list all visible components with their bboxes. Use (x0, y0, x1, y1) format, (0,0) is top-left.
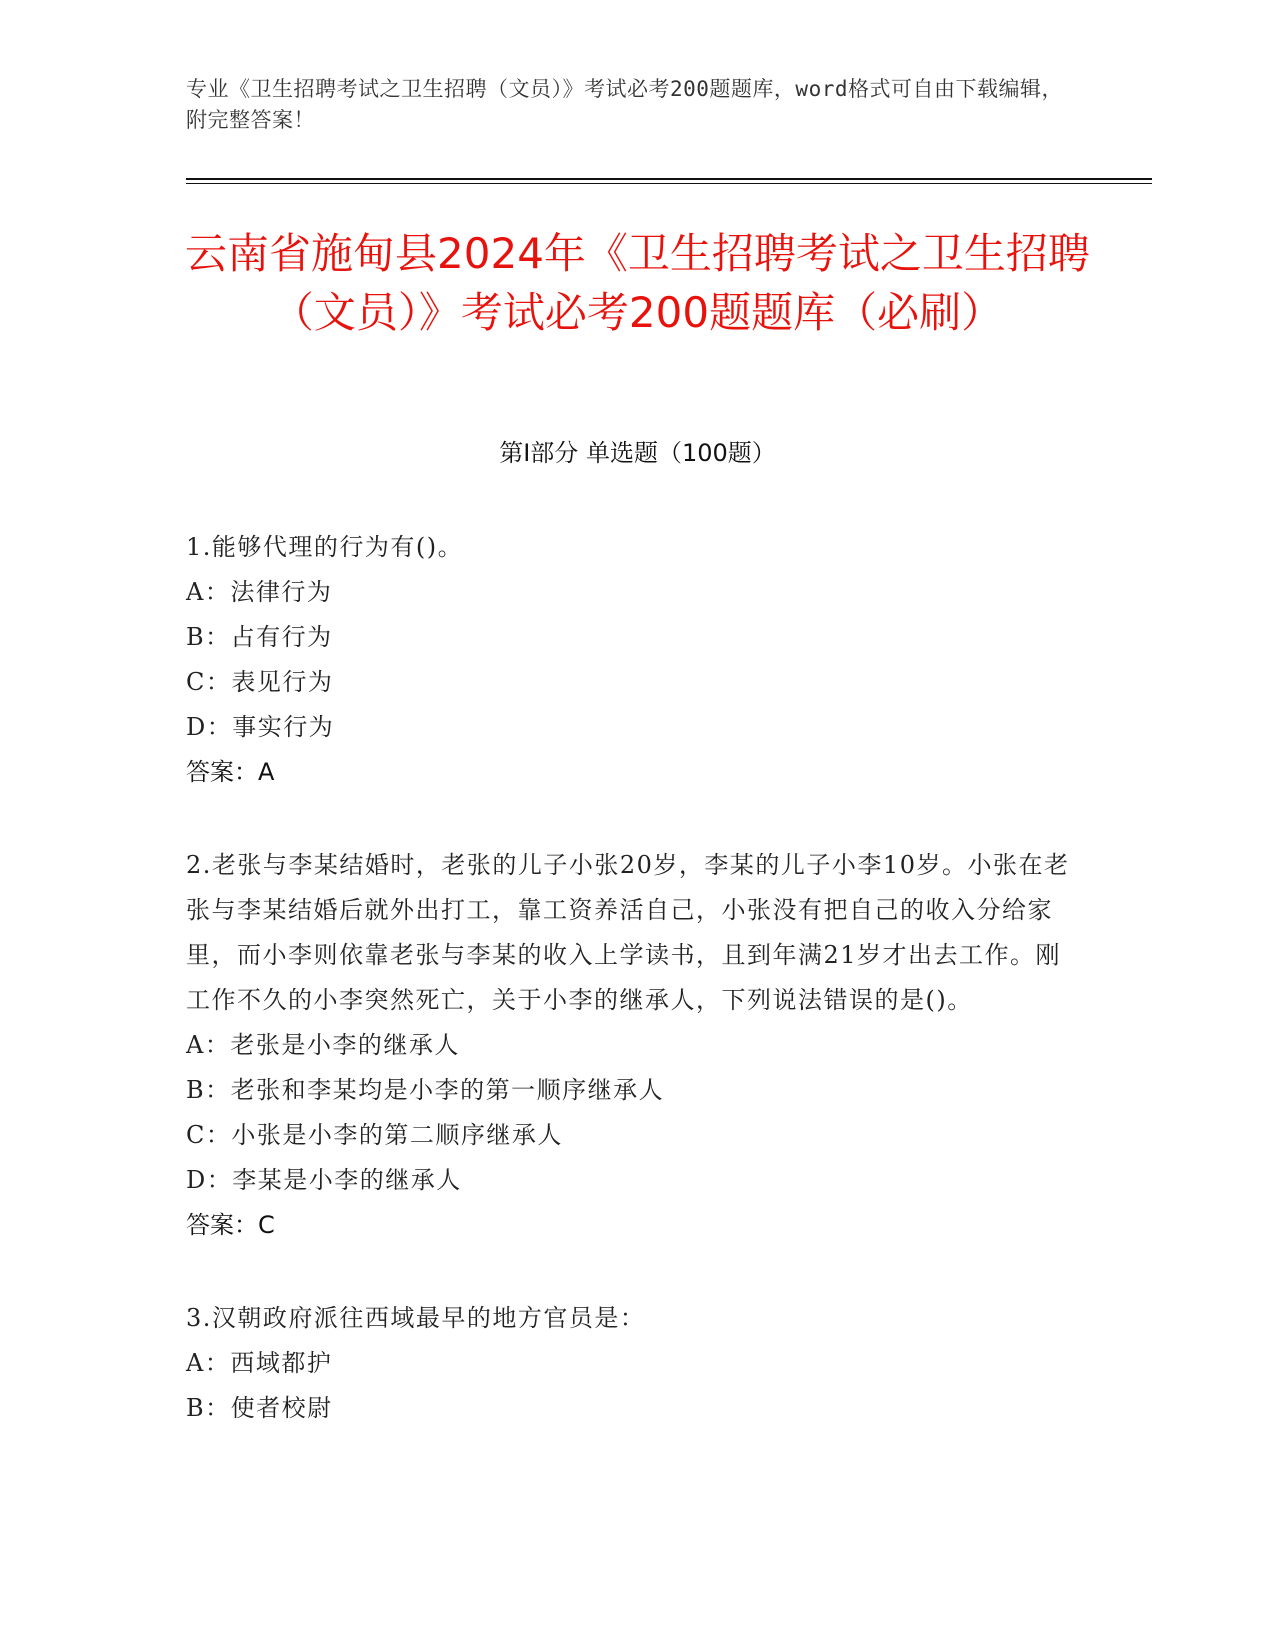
option-b: B：使者校尉 (186, 1394, 333, 1422)
header-divider-thick (186, 178, 1152, 180)
header-note: 专业《卫生招聘考试之卫生招聘（文员）》考试必考200题题库，word格式可自由下载编辑，附完整答案！ (186, 77, 1063, 132)
question-3 (186, 1296, 1086, 1431)
answer: 答案：C (186, 1211, 275, 1239)
answer: 答案：A (186, 758, 275, 786)
document-title: 云南省施甸县2024年《卫生招聘考试之卫生招聘（文员）》考试必考200题题库（必刷） (185, 229, 1090, 337)
option-b: B：占有行为 (186, 623, 333, 651)
option-a: A：法律行为 (186, 578, 333, 606)
option-a: A：西域都护 (186, 1349, 333, 1377)
header-divider-thin (186, 183, 1152, 184)
question-stem: 2.老张与李某结婚时，老张的儿子小张20岁，李某的儿子小李10岁。小张在老张与李某结婚后就外出打工，靠工资养活自己，小张没有把自己的收入分给家里，而小李则依靠老张与李某的收入上学读书，且到年满21岁才出去工作。刚工作不久的小李突然死亡，关于小李的继承人，下列说法错误的是()。 (186, 851, 1070, 1014)
section-heading: 第I部分 单选题（100题） (499, 439, 776, 467)
option-d: D：事实行为 (186, 713, 335, 741)
question-2 (186, 843, 1086, 1248)
question-stem: 3.汉朝政府派往西域最早的地方官员是： (186, 1304, 646, 1332)
question-1 (186, 525, 1086, 795)
option-d: D：李某是小李的继承人 (186, 1166, 462, 1194)
option-a: A：老张是小李的继承人 (186, 1031, 460, 1059)
question-list (186, 525, 1086, 1479)
question-stem: 1.能够代理的行为有()。 (186, 533, 464, 561)
option-c: C：小张是小李的第二顺序继承人 (186, 1121, 563, 1149)
option-c: C：表见行为 (186, 668, 334, 696)
option-b: B：老张和李某均是小李的第一顺序继承人 (186, 1076, 665, 1104)
